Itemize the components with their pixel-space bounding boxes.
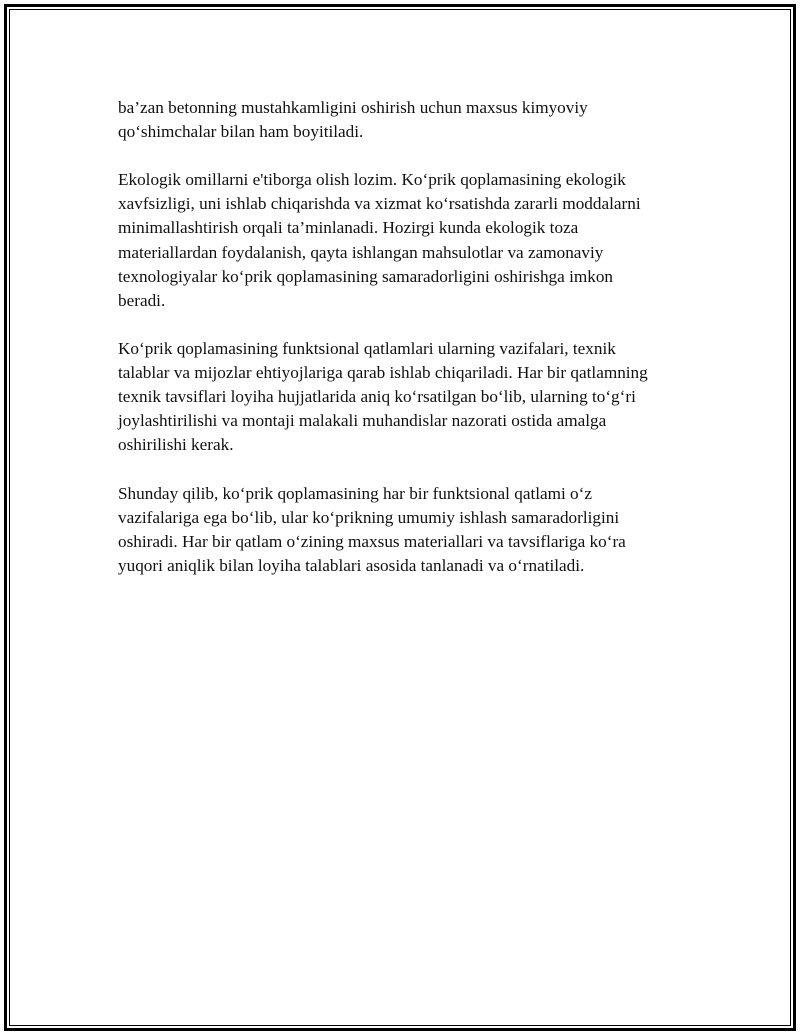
text-line: joylashtirilishi va montaji malakali muhandislar nazorati ostida amalga xyxy=(118,411,607,431)
paragraph-3 xyxy=(118,337,698,457)
text-line: minimallashtirish orqali ta’minlanadi. Hozirgi kunda ekologik toza xyxy=(118,218,579,238)
text-line: beradi. xyxy=(118,290,166,310)
paragraph-1 xyxy=(118,96,698,144)
paragraph-4 xyxy=(118,482,698,578)
text-line: xavfsizligi, uni ishlab chiqarishda va xizmat ko‘rsatishda zararli moddalarni xyxy=(118,194,641,214)
text-line: materiallardan foydalanish, qayta ishlangan mahsulotlar va zamonaviy xyxy=(118,242,604,262)
text-line: Shunday qilib, ko‘prik qoplamasining har bir funktsional qatlami o‘z xyxy=(118,483,593,503)
text-line: oshirilishi kerak. xyxy=(118,435,234,455)
paragraph-2 xyxy=(118,168,698,313)
text-line: qo‘shimchalar bilan ham boyitiladi. xyxy=(118,122,364,142)
text-line: vazifalariga ega bo‘lib, ular ko‘prikning umumiy ishlash samaradorligini xyxy=(118,507,620,527)
text-line: oshiradi. Har bir qatlam o‘zining maxsus materiallari va tavsiflariga ko‘ra xyxy=(118,531,626,551)
text-line: Ko‘prik qoplamasining funktsional qatlamlari ularning vazifalari, texnik xyxy=(118,338,616,358)
text-line: talablar va mijozlar ehtiyojlariga qarab ishlab chiqariladi. Har bir qatlamning xyxy=(118,363,648,383)
text-line: texnologiyalar ko‘prik qoplamasining samaradorligini oshirishga imkon xyxy=(118,266,614,286)
page-frame xyxy=(4,4,796,1031)
text-line: ba’zan betonning mustahkamligini oshirish uchun maxsus kimyoviy xyxy=(118,98,588,117)
document-body xyxy=(118,96,698,602)
text-line: Ekologik omillarni e'tiborga olish lozim. Ko‘prik qoplamasining ekologik xyxy=(118,170,626,190)
text-line: yuqori aniqlik bilan loyiha talablari asosida tanlanadi va o‘rnatiladi. xyxy=(118,555,585,575)
text-line: texnik tavsiflari loyiha hujjatlarida aniq ko‘rsatilgan bo‘lib, ularning to‘g‘ri xyxy=(118,387,636,407)
